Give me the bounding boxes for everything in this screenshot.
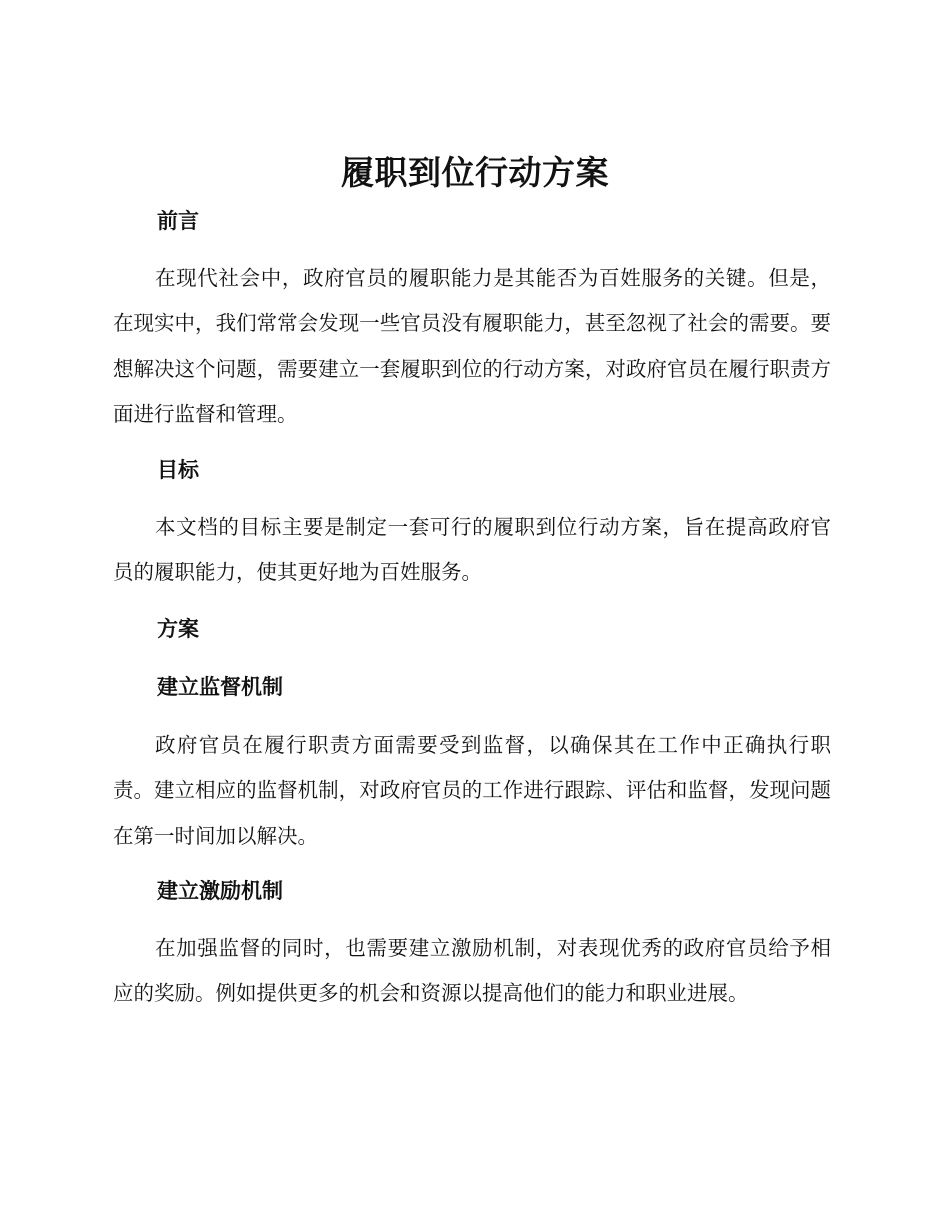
section-heading-preface: 前言 (157, 209, 199, 233)
subsection-paragraph-incentive: 在加强监督的同时，也需要建立激励机制，对表现优秀的政府官员给予相应的奖励。例如提供更多的机会和资源以提高他们的能力和职业进展。 (113, 936, 831, 1006)
section-heading-goal: 目标 (157, 458, 199, 482)
document-title: 履职到位行动方案 (341, 153, 609, 192)
subsection-heading-supervision: 建立监督机制 (157, 675, 283, 699)
section-paragraph-goal: 本文档的目标主要是制定一套可行的履职到位行动方案，旨在提高政府官员的履职能力，使其更好地为百姓服务。 (113, 515, 831, 585)
subsection-heading-incentive: 建立激励机制 (157, 879, 283, 903)
subsection-paragraph-supervision: 政府官员在履行职责方面需要受到监督，以确保其在工作中正确执行职责。建立相应的监督机制，对政府官员的工作进行跟踪、评估和监督，发现问题在第一时间加以解决。 (113, 733, 831, 848)
section-paragraph-preface: 在现代社会中，政府官员的履职能力是其能否为百姓服务的关键。但是，在现实中，我们常常会发现一些官员没有履职能力，甚至忽视了社会的需要。要想解决这个问题，需要建立一套履职到位的行动方案，对政府官员在履行职责方面进行监督和管理。 (113, 266, 831, 427)
section-heading-plan: 方案 (157, 617, 199, 641)
